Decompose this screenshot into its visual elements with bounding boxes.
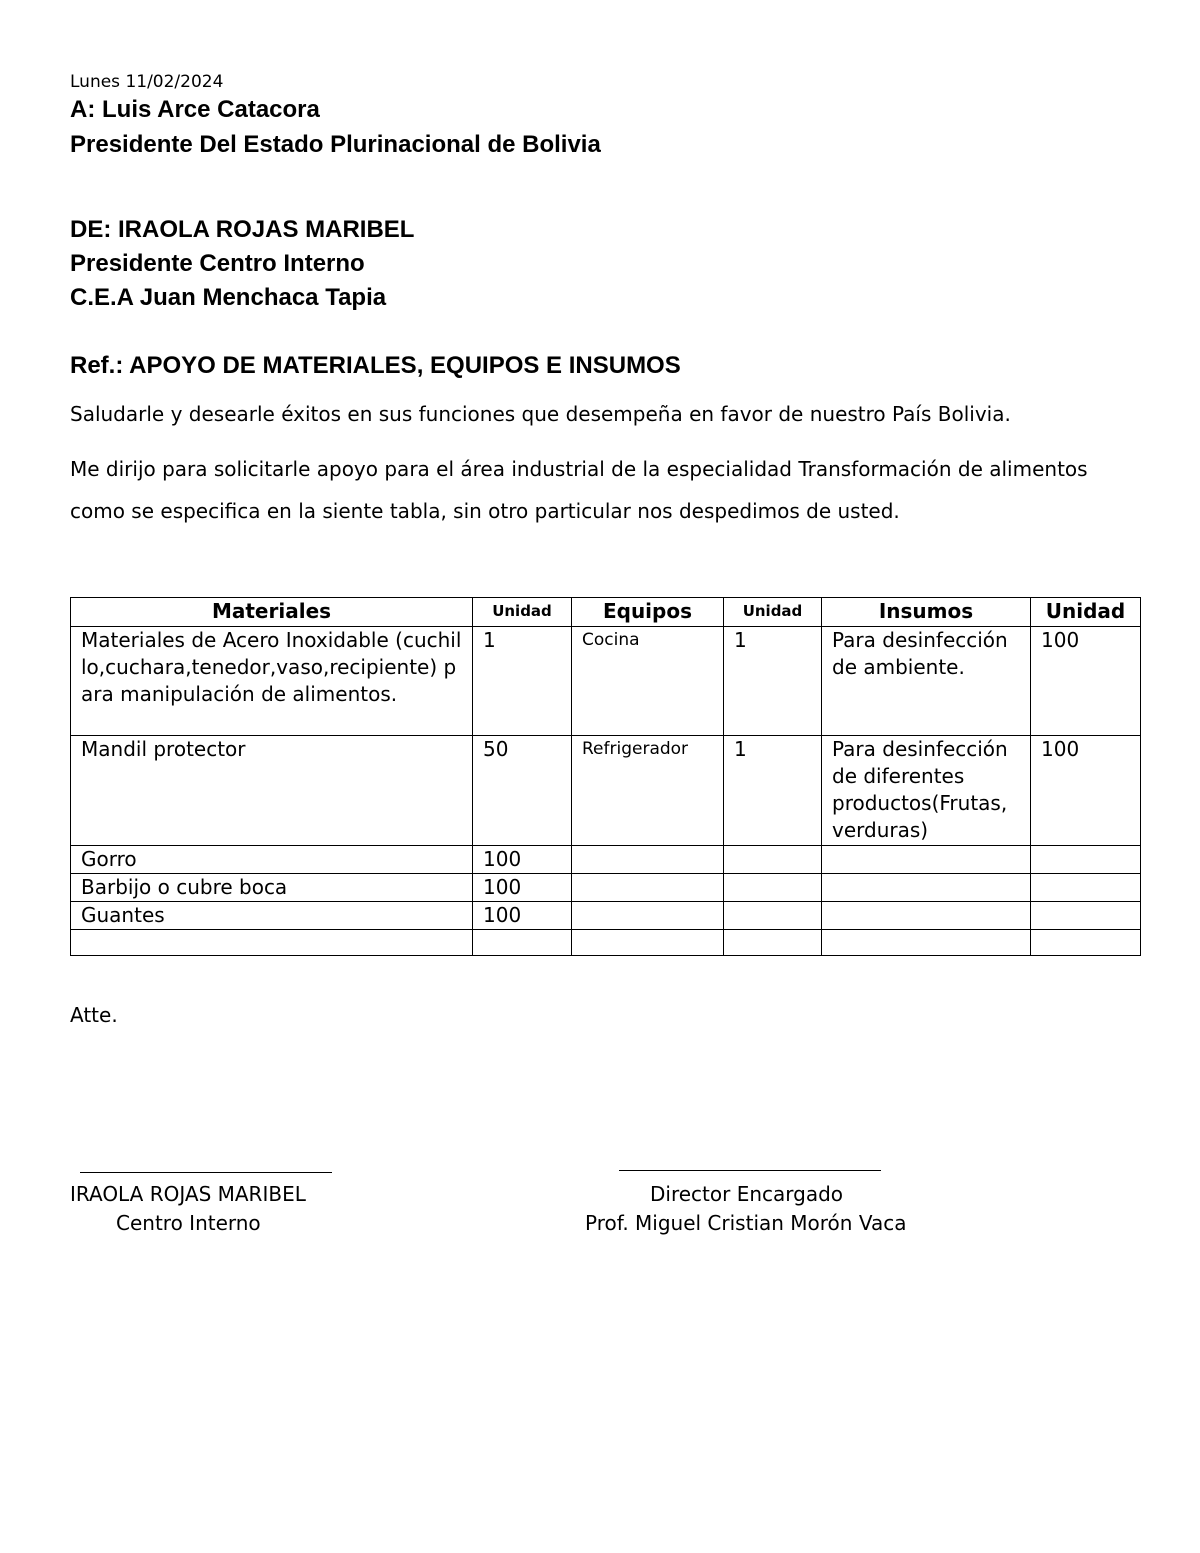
right-signature-line xyxy=(619,1170,881,1171)
table-row xyxy=(71,846,1141,874)
cell-equipment: Refrigerador xyxy=(572,736,724,846)
cell-supply xyxy=(822,846,1031,874)
cell-material xyxy=(71,930,473,956)
cell-material: Materiales de Acero Inoxidable (cuchillo,cuchara,tenedor,vaso,recipiente) para manipulación de alimentos. xyxy=(71,627,473,736)
right-signatory-name: Prof. Miguel Cristian Morón Vaca xyxy=(585,1211,907,1235)
sender-name: DE: IRAOLA ROJAS MARIBEL xyxy=(70,216,415,243)
cell-supply-qty: 100 xyxy=(1031,627,1141,736)
cell-material: Gorro xyxy=(71,846,473,874)
table-row xyxy=(71,874,1141,902)
letter-date: Lunes 11/02/2024 xyxy=(70,72,224,92)
cell-equipment-qty: 1 xyxy=(724,627,822,736)
request-table xyxy=(70,597,1141,956)
cell-equipment-qty xyxy=(724,902,822,930)
table-row xyxy=(71,736,1141,846)
cell-material-qty: 100 xyxy=(473,874,572,902)
table-row xyxy=(71,902,1141,930)
header-unidad-insumos: Unidad xyxy=(1031,598,1141,627)
cell-material-qty: 100 xyxy=(473,902,572,930)
header-unidad-materiales: Unidad xyxy=(473,598,572,627)
left-signature-line xyxy=(80,1172,332,1173)
sender-institution: C.E.A Juan Menchaca Tapia xyxy=(70,284,387,311)
reference-line: Ref.: APOYO DE MATERIALES, EQUIPOS E INSUMOS xyxy=(70,352,681,379)
cell-material: Guantes xyxy=(71,902,473,930)
table-row xyxy=(71,930,1141,956)
cell-supply-qty: 100 xyxy=(1031,736,1141,846)
cell-material: Barbijo o cubre boca xyxy=(71,874,473,902)
cell-supply: Para desinfección de diferentes productos(Frutas, verduras) xyxy=(822,736,1031,846)
table-row xyxy=(71,627,1141,736)
cell-equipment-qty xyxy=(724,874,822,902)
closing-text: Atte. xyxy=(70,1003,118,1027)
cell-material: Mandil protector xyxy=(71,736,473,846)
cell-equipment-qty xyxy=(724,930,822,956)
cell-equipment xyxy=(572,874,724,902)
cell-equipment: Cocina xyxy=(572,627,724,736)
cell-equipment xyxy=(572,902,724,930)
cell-supply-qty xyxy=(1031,846,1141,874)
cell-material-qty xyxy=(473,930,572,956)
cell-supply-qty xyxy=(1031,902,1141,930)
cell-supply: Para desinfección de ambiente. xyxy=(822,627,1031,736)
left-signatory-role: Centro Interno xyxy=(116,1211,261,1235)
request-paragraph-line2: como se especifica en la siente tabla, sin otro particular nos despedimos de usted. xyxy=(70,499,900,523)
cell-material-qty: 100 xyxy=(473,846,572,874)
recipient-title: Presidente Del Estado Plurinacional de Bolivia xyxy=(70,131,601,158)
recipient-name: A: Luis Arce Catacora xyxy=(70,96,320,123)
table-header-row xyxy=(71,598,1141,627)
header-materiales: Materiales xyxy=(71,598,473,627)
cell-equipment-qty: 1 xyxy=(724,736,822,846)
header-insumos: Insumos xyxy=(822,598,1031,627)
sender-title: Presidente Centro Interno xyxy=(70,250,365,277)
right-signatory-role: Director Encargado xyxy=(650,1182,844,1206)
cell-equipment xyxy=(572,846,724,874)
cell-supply xyxy=(822,902,1031,930)
cell-material-qty: 50 xyxy=(473,736,572,846)
cell-supply-qty xyxy=(1031,874,1141,902)
cell-material-qty: 1 xyxy=(473,627,572,736)
header-equipos: Equipos xyxy=(572,598,724,627)
cell-supply-qty xyxy=(1031,930,1141,956)
cell-equipment-qty xyxy=(724,846,822,874)
cell-supply xyxy=(822,930,1031,956)
cell-equipment xyxy=(572,930,724,956)
header-unidad-equipos: Unidad xyxy=(724,598,822,627)
request-paragraph-line1: Me dirijo para solicitarle apoyo para el área industrial de la especialidad Transformación de alimentos xyxy=(70,457,1088,481)
cell-supply xyxy=(822,874,1031,902)
greeting-paragraph: Saludarle y desearle éxitos en sus funciones que desempeña en favor de nuestro País Bolivia. xyxy=(70,402,1011,426)
left-signatory-name: IRAOLA ROJAS MARIBEL xyxy=(70,1182,306,1206)
